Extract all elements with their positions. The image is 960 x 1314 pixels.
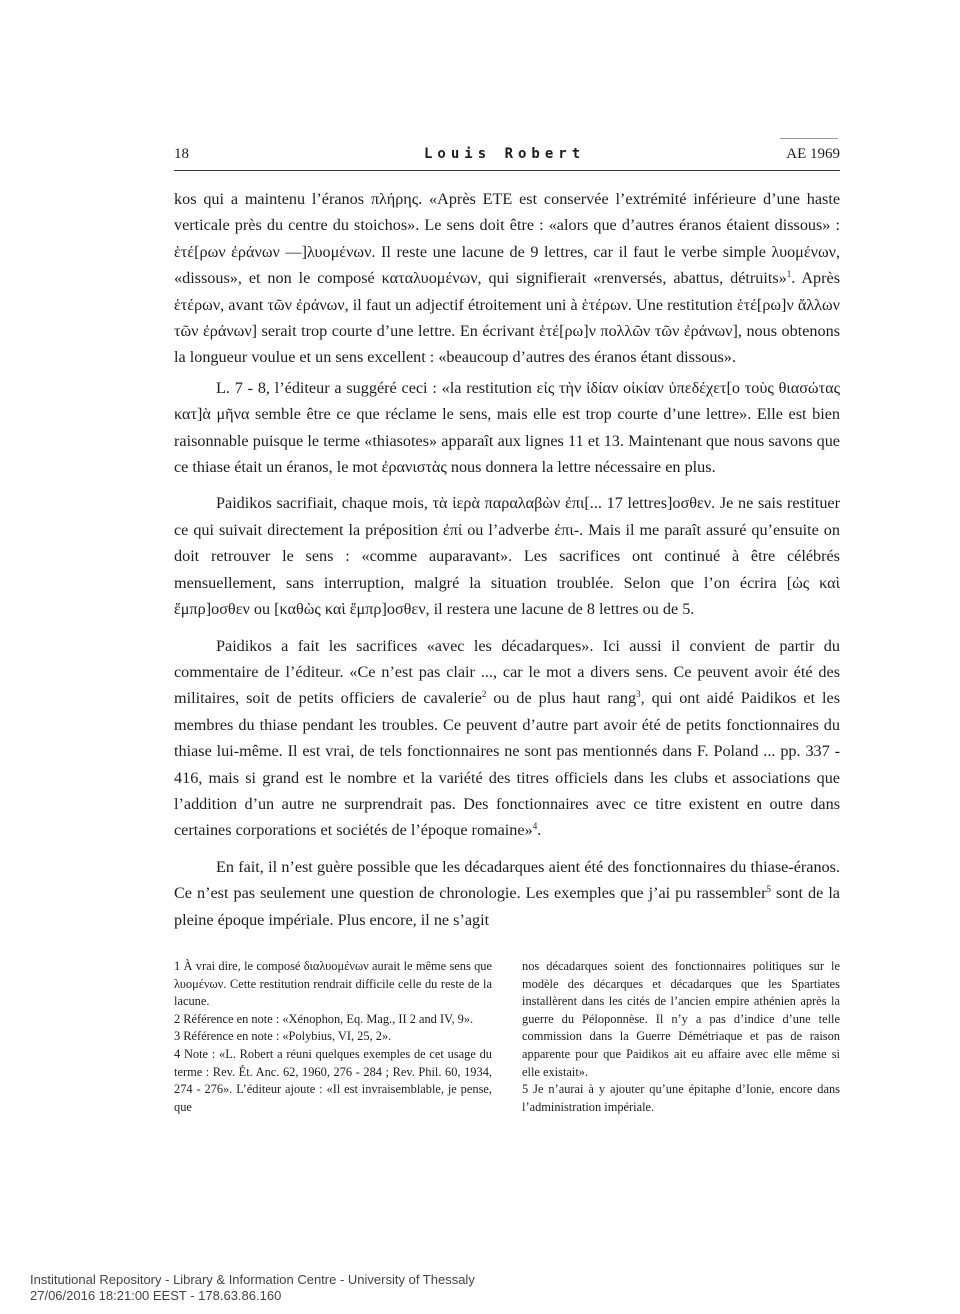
footnotes-column-left: [174, 958, 492, 1116]
paragraph-4: [174, 633, 840, 844]
footnote-1: 1 À vrai dire, le composé διαλυομένων aurait le même sens que λυομένων. Cette restitution rendrait difficile celle du reste de la lacune.: [174, 959, 492, 1009]
footnote-4-continued: nos décadarques soient des fonctionnaires politiques sur le modèle des décarques et décadarques que les Spartiates installèrent dans les cités de l’ancien empire athénien après la guerre du Péloponnèse. Il n’y a pas d’indice d’une telle commission dans la Guerre Démétriaque et pas de raison apparente pour que Paidikos ait eu affaire avec elle même si elle existait».: [522, 959, 840, 1079]
paragraph-1-continued: . Après ἑτέρων, avant τῶν ἐράνων, il faut un adjectif étroitement uni à ἑτέρων. Une restitution ἑτέ[ρω]ν ἄλλων τῶν ἐράνων] serait trop courte d’une lettre. En écrivant ἑτέ[ρω]ν πολλῶν τῶν ἐράνων], nous obtenons la longueur voulue et un sens excellent : «beaucoup d’autres des éranos étant dissous».: [174, 269, 841, 367]
header-rule: [174, 170, 840, 171]
footnote-ref-5[interactable]: 5: [766, 884, 771, 895]
footnotes: [174, 958, 840, 1116]
footnote-5: 5 Je n’aurai à y ajouter qu’une épitaphe d’Ionie, encore dans l’administration impériale.: [522, 1082, 840, 1114]
footnote-3: 3 Référence en note : «Polybius, VI, 25, 2».: [174, 1029, 392, 1044]
running-journal: ΑΕ 1969: [786, 146, 840, 162]
main-text: [174, 186, 840, 933]
repository-footer-line-1: Institutional Repository - Library & Information Centre - University of Thessaly: [30, 1272, 475, 1287]
repository-footer: [30, 1272, 475, 1304]
paragraph-4-text-a: Paidikos a fait les sacrifices «avec les décadarques». Ici aussi il convient de partir du commentaire de l’éditeur. «Ce n’est pas clair ..., car le mot a divers sens. Ce peuvent avoir été des militaires, soit de petits officiers de cavalerie: [174, 636, 840, 708]
footnote-ref-2[interactable]: 2: [481, 689, 487, 700]
paragraph-2: L. 7 - 8, l’éditeur a suggéré ceci : «la restitution εἰς τὴν ἰδίαν οἰκίαν ὑπεδέχετ[ο τοὺς θιασώτας κατ]ὰ μῆνα semble être ce que réclame le sens, mais elle est trop courte d’une lettre». Elle est bien raisonnable puisque le terme «thiasotes» apparaît aux lignes 11 et 13. Maintenant que nous savons que ce thiase était un éranos, le mot ἐρανιστὰς nous donnera la lettre nécessaire en plus.: [174, 378, 840, 477]
paragraph-5: [174, 854, 840, 933]
paragraph-5-text-b: sont de la pleine époque impériale. Plus encore, il ne s’agit: [174, 884, 840, 929]
footnote-ref-3[interactable]: 3: [636, 689, 641, 700]
footnote-4: 4 Note : «L. Robert a réuni quelques exemples de cet usage du terme : Rev. Ét. Anc. 62, 1960, 276 - 284 ; Rev. Phil. 60, 1934, 274 - 276». L’éditeur ajoute : «Il est invraisemblable, je pense, que: [174, 1046, 492, 1114]
running-author: Louis Robert: [424, 146, 586, 162]
paragraph-4-text-d: .: [537, 821, 542, 840]
paragraph-5-text-a: En fait, il n’est guère possible que les décadarques aient été des fonctionnaires du thiase-éranos. Ce n’est pas seulement une question de chronologie. Les exemples que j’ai pu rassembler: [174, 857, 840, 903]
page-header: [174, 146, 840, 168]
paragraph-1: [174, 186, 840, 371]
footnote-ref-1[interactable]: 1: [786, 269, 792, 280]
repository-footer-line-2: 27/06/2016 18:21:00 EEST - 178.63.86.160: [30, 1288, 282, 1303]
footnote-2: 2 Référence en note : «Xénophon, Eq. Mag., II 2 and IV, 9».: [174, 1011, 474, 1026]
footnote-ref-4[interactable]: 4: [532, 821, 538, 832]
page-number: 18: [174, 146, 189, 162]
footnotes-column-right: [522, 958, 840, 1116]
top-rule-mark: [780, 138, 838, 139]
paragraph-3: Paidikos sacrifiait, chaque mois, τὰ ἱερὰ παραλαβὼν ἐπι[... 17 lettres]οσθεν. Je ne sais restituer ce qui suivait directement la préposition ἐπί ou l’adverbe ἐπι-. Mais il me paraît assuré qu’ensuite on doit retrouver le sens : «comme auparavant». Les sacrifices ont continué à être célébrés mensuellement, sans interruption, malgré la situation troublée. Selon que l’on écrira [ὡς καὶ ἔμπρ]οσθεν ou [καθὼς καὶ ἔμπρ]οσθεν, il restera une lacune de 8 lettres ou de 5.: [174, 494, 840, 619]
paragraph-4-text-b: ou de plus haut rang: [486, 689, 637, 708]
paragraph-4-text-c: , qui ont aidé Paidikos et les membres du thiase pendant les troubles. Ce peuvent d’autre part avoir été de petits fonctionnaires du thiase lui-même. Il est vrai, de tels fonctionnaires ne sont pas mentionnés dans F. Poland ... pp. 337 - 416, mais si grand est le nombre et la variété des titres officiels dans les clubs et associations que l’addition d’un autre ne surprendrait pas. Des fonctionnaires avec ce titre existent en outre dans certaines corporations et sociétés de l’époque romaine»: [174, 689, 840, 840]
paragraph-1-text: kos qui a maintenu l’éranos πλήρης. «Après ETE est conservée l’extrémité inférieure d’une haste verticale près du centre du stoichos». Le sens doit être : «alors que d’autres éranos étaient dissous» : ἑτέ[ρων ἐράνων —]λυομένων. Il reste une lacune de 9 lettres, car il faut le verbe simple λυομένων, «dissous», et non le composé καταλυομένων, qui signifierait «renversés, abattus, détruits»: [174, 190, 840, 288]
